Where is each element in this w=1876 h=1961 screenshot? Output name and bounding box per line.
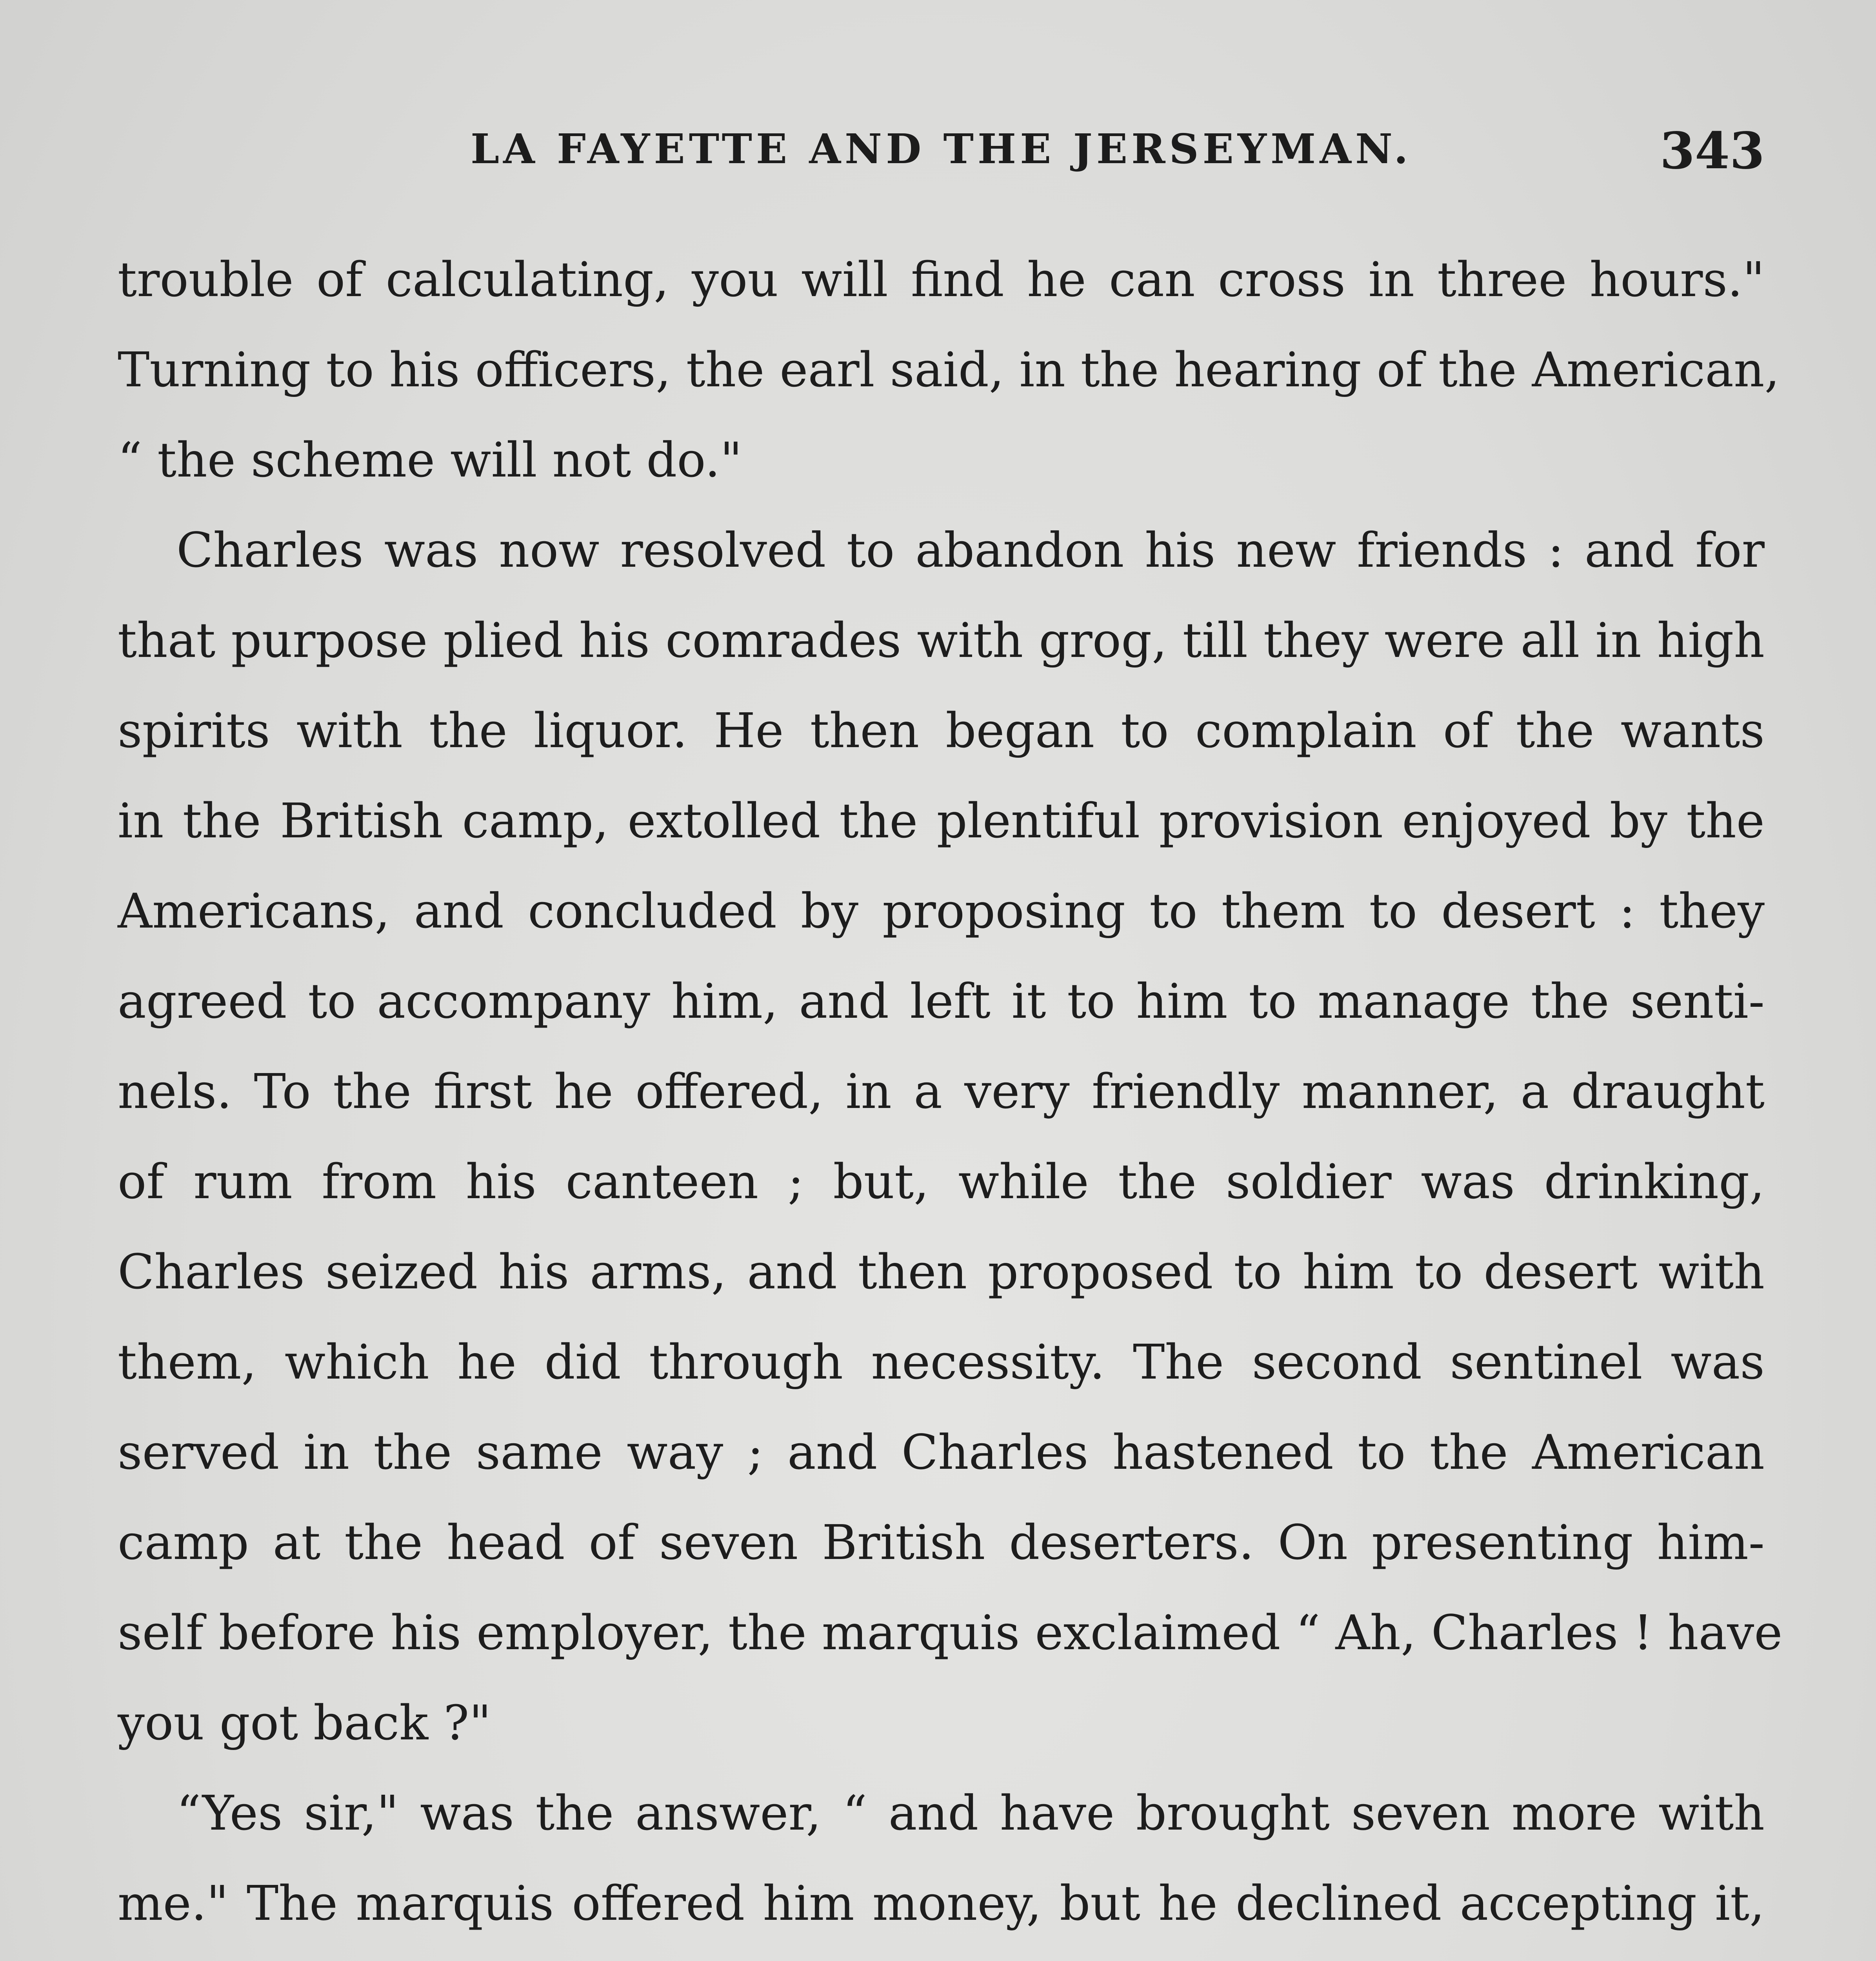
page-number: 343 <box>1660 122 1765 180</box>
text-line: camp at the head of seven British deserters. On presenting him- <box>118 1515 1765 1570</box>
text-line: that purpose plied his comrades with grog, till they were all in high <box>118 613 1765 668</box>
text-line: “Yes sir," was the answer, “ and have brought seven more with <box>176 1785 1765 1841</box>
text-line: me." The marquis offered him money, but he declined accepting it, <box>118 1876 1765 1931</box>
running-title: LA FAYETTE AND THE JERSEYMAN. <box>471 125 1412 173</box>
text-line: Americans, and concluded by proposing to them to desert : they <box>118 883 1765 939</box>
text-line: in the British camp, extolled the plentiful provision enjoyed by the <box>118 793 1765 849</box>
text-line: self before his employer, the marquis exclaimed “ Ah, Charles ! have <box>118 1605 1783 1661</box>
text-line: them, which he did through necessity. The second sentinel was <box>118 1334 1765 1390</box>
page-header <box>118 122 1765 180</box>
text-line: nels. To the first he offered, in a very friendly manner, a draught <box>118 1064 1765 1119</box>
text-line: of rum from his canteen ; but, while the soldier was drinking, <box>118 1154 1765 1210</box>
text-line: Charles seized his arms, and then proposed to him to desert with <box>118 1244 1765 1300</box>
text-line: trouble of calculating, you will find he can cross in three hours." <box>118 252 1765 307</box>
text-line: “ the scheme will not do." <box>118 432 742 488</box>
text-line: Turning to his officers, the earl said, in the hearing of the American, <box>118 342 1780 398</box>
body-text <box>118 235 1783 1961</box>
text-line: Charles was now resolved to abandon his new friends : and for <box>176 522 1765 578</box>
text-line: you got back ?" <box>118 1695 491 1751</box>
text-line: spirits with the liquor. He then began to complain of the wants <box>118 703 1765 759</box>
text-line: served in the same way ; and Charles hastened to the American <box>118 1424 1765 1480</box>
text-line: agreed to accompany him, and left it to him to manage the senti- <box>118 973 1765 1029</box>
text-line <box>118 1948 1765 1961</box>
